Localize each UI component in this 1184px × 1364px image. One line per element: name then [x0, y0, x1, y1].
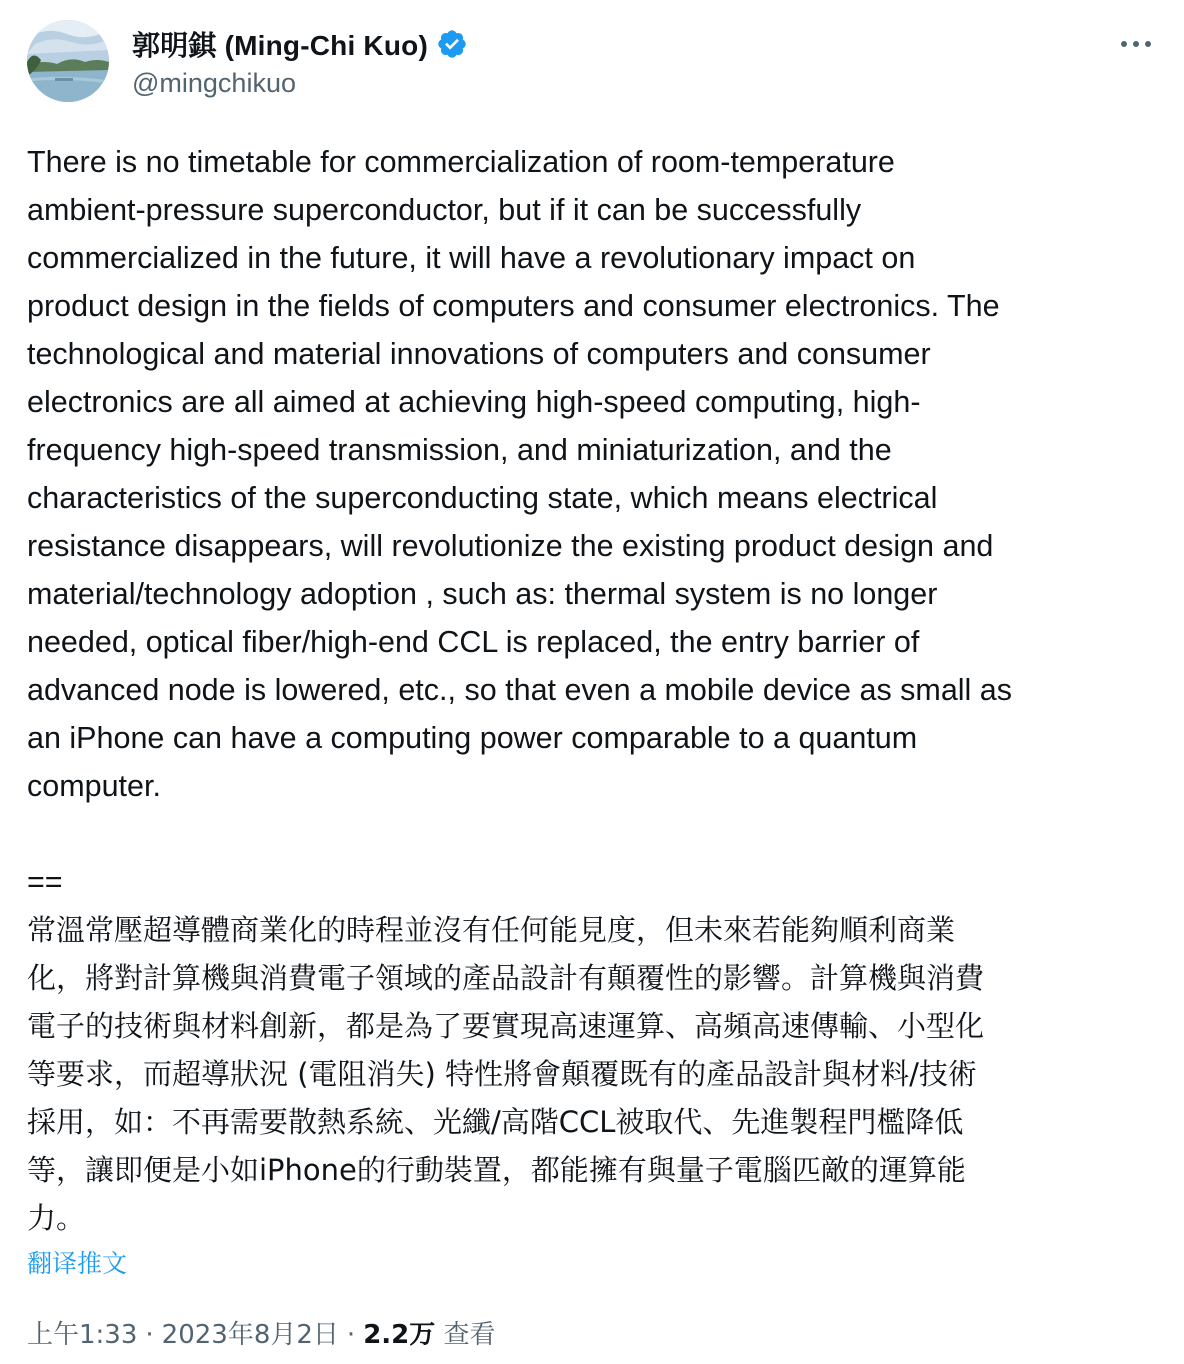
text-line: 採用，如：不再需要散熱系統、光纖/高階CCL被取代、先進製程門檻降低 [27, 1105, 964, 1139]
text-line: 力。 [27, 1201, 86, 1235]
text-line: needed, optical fiber/high-end CCL is replaced, the entry barrier of [27, 625, 920, 659]
views-label: 查看 [443, 1320, 496, 1350]
text-separator: == [27, 865, 63, 899]
text-line: 化，將對計算機與消費電子領域的產品設計有顛覆性的影響。計算機與消費 [27, 961, 985, 995]
text-line: ambient-pressure superconductor, but if it can be successfully [27, 193, 862, 227]
text-line: commercialized in the future, it will have a revolutionary impact on [27, 241, 916, 275]
translate-tweet-link[interactable]: 翻译推文 [27, 1249, 128, 1278]
text-line: computer. [27, 769, 161, 803]
more-options-icon[interactable] [1119, 34, 1153, 54]
views-count[interactable]: 2.2万 [363, 1320, 436, 1350]
text-line: 常溫常壓超導體商業化的時程並沒有任何能見度，但未來若能夠順利商業 [27, 913, 956, 947]
text-line: electronics are all aimed at achieving high-speed computing, high- [27, 385, 921, 419]
tweet-header [27, 20, 1157, 104]
text-line: material/technology adoption , such as: thermal system is no longer [27, 577, 938, 611]
text-line: 電子的技術與材料創新，都是為了要實現高速運算、高頻高速傳輸、小型化 [27, 1009, 985, 1043]
text-line: There is no timetable for commercialization of room-temperature [27, 145, 895, 179]
author-block [132, 26, 468, 99]
tweet-date[interactable]: 2023年8月2日 [161, 1320, 339, 1350]
meta-dot: · [145, 1320, 154, 1350]
avatar[interactable] [27, 20, 109, 102]
text-line: advanced node is lowered, etc., so that even a mobile device as small as [27, 673, 1013, 707]
text-line: 等，讓即便是小如iPhone的行動裝置，都能擁有與量子電腦匹敵的運算能 [27, 1153, 966, 1187]
display-name-row [132, 26, 468, 62]
text-line: product design in the fields of computers and consumer electronics. The [27, 289, 1000, 323]
verified-badge-icon[interactable] [436, 28, 468, 60]
text-line: technological and material innovations of computers and consumer [27, 337, 931, 371]
tweet-meta [27, 1313, 496, 1357]
text-line: characteristics of the superconducting state, which means electrical [27, 481, 938, 515]
tweet-text-english [27, 138, 1162, 810]
text-line: frequency high-speed transmission, and miniaturization, and the [27, 433, 892, 467]
author-handle[interactable]: @mingchikuo [132, 68, 296, 98]
text-line: resistance disappears, will revolutionize the existing product design and [27, 529, 994, 563]
meta-dot: · [346, 1320, 356, 1350]
tweet-time[interactable]: 上午1:33 [27, 1320, 138, 1350]
author-display-name[interactable]: 郭明錤 (Ming-Chi Kuo) [132, 30, 428, 61]
avatar-landscape-icon [27, 20, 109, 102]
tweet-text-chinese [27, 906, 1157, 1242]
text-line: an iPhone can have a computing power comparable to a quantum [27, 721, 918, 755]
text-line: 等要求，而超導狀況 (電阻消失) 特性將會顛覆既有的產品設計與材料/技術 [27, 1057, 977, 1091]
